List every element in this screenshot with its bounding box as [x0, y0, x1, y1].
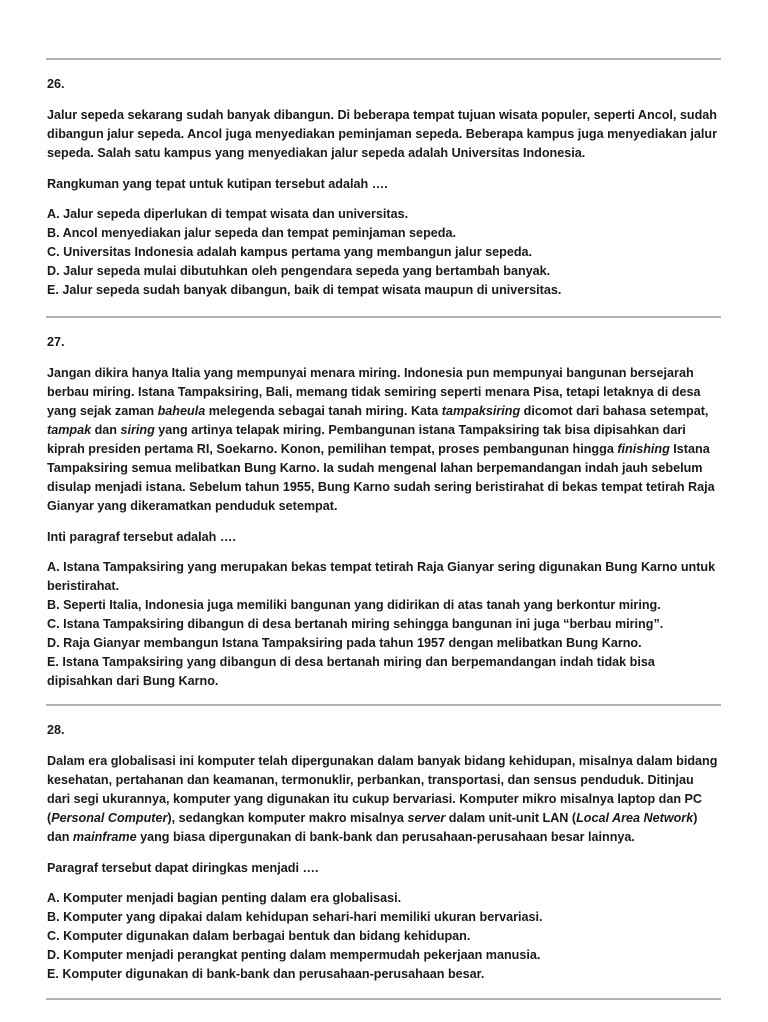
passage-italic-term: tampak: [47, 423, 92, 437]
divider-top: [46, 58, 721, 60]
question-26: [47, 75, 719, 300]
passage-text: dalam unit-unit LAN (: [445, 811, 577, 825]
question-passage: [47, 752, 719, 847]
passage-text: ), sedangkan komputer makro misalnya: [167, 811, 408, 825]
answer-option-e: E. Istana Tampaksiring yang dibangun di desa bertanah miring dan berpemandangan indah tidak bisa dipisahkan dari Bung Karno.: [47, 655, 655, 688]
passage-text: Jalur sepeda sekarang sudah banyak dibangun. Di beberapa tempat tujuan wisata populer, seperti Ancol, sudah dibangun jalur sepeda. Ancol juga menyediakan peminjaman sepeda. Beberapa kampus juga menyediakan jalur sepeda. Salah satu kampus yang menyediakan jalur sepeda adalah Universitas Indonesia.: [47, 108, 718, 160]
divider: [46, 704, 721, 706]
passage-text: melegenda sebagai tanah miring. Kata: [205, 404, 442, 418]
answer-option-e: E. Komputer digunakan di bank-bank dan perusahaan-perusahaan besar.: [47, 967, 485, 981]
question-28: [47, 721, 719, 984]
passage-text: dicomot dari bahasa setempat,: [520, 404, 709, 418]
passage-text: dan: [91, 423, 121, 437]
answer-options: [47, 205, 719, 300]
passage-italic-term: tampaksiring: [441, 404, 521, 418]
passage-italic-term: server: [407, 811, 446, 825]
passage-text: Dalam era globalisasi ini komputer telah dipergunakan dalam banyak bidang kehidupan, misalnya dalam bidang kesehatan, pertahanan dan keamanan, termonuklir, perbankan, transportasi, dan sensus penduduk. Ditinjau dari segi ukurannya, komputer yang digunakan itu cukup bervariasi. Komputer mikro misalnya laptop dan PC (: [47, 754, 718, 825]
passage-italic-term: Local Area Network: [576, 811, 694, 825]
answer-option-c: C. Komputer digunakan dalam berbagai bentuk dan bidang kehidupan.: [47, 929, 471, 943]
question-number: 26.: [47, 77, 65, 91]
question-prompt: Rangkuman yang tepat untuk kutipan tersebut adalah ….: [47, 177, 388, 191]
answer-option-a: A. Istana Tampaksiring yang merupakan bekas tempat tetirah Raja Gianyar sering digunakan Bung Karno untuk beristirahat.: [47, 560, 716, 593]
passage-italic-term: Personal Computer: [51, 811, 168, 825]
passage-italic-term: mainframe: [72, 830, 137, 844]
answer-option-e: E. Jalur sepeda sudah banyak dibangun, baik di tempat wisata maupun di universitas.: [47, 283, 562, 297]
answer-option-b: B. Seperti Italia, Indonesia juga memiliki bangunan yang didirikan di atas tanah yang berkontur miring.: [47, 598, 661, 612]
passage-text: Istana Tampaksiring semua melibatkan Bung Karno. Ia sudah mengenal lahan berpemandangan indah jauh sebelum disulap menjadi istana. Sebelum tahun 1955, Bung Karno sudah sering beristirahat di bekas tempat tetirah Raja Gianyar yang dikeramatkan penduduk setempat.: [47, 442, 715, 513]
passage-italic-term: siring: [120, 423, 155, 437]
question-27: [47, 333, 719, 691]
passage-text: Jangan dikira hanya Italia yang mempunyai menara miring. Indonesia pun mempunyai bangunan bersejarah berbau miring. Istana Tampaksiring, Bali, memang tidak semiring seperti menara Pisa, tetapi letaknya di desa yang sejak zaman: [47, 366, 701, 418]
question-prompt: Paragraf tersebut dapat diringkas menjadi ….: [47, 861, 319, 875]
answer-option-d: D. Jalur sepeda mulai dibutuhkan oleh pengendara sepeda yang bertambah banyak.: [47, 264, 551, 278]
answer-option-c: C. Universitas Indonesia adalah kampus pertama yang membangun jalur sepeda.: [47, 245, 533, 259]
question-passage: [47, 106, 719, 163]
question-passage: [47, 364, 719, 516]
answer-options: [47, 889, 719, 984]
answer-option-d: D. Komputer menjadi perangkat penting dalam mempermudah pekerjaan manusia.: [47, 948, 541, 962]
answer-option-d: D. Raja Gianyar membangun Istana Tampaksiring pada tahun 1957 dengan melibatkan Bung Karno.: [47, 636, 642, 650]
answer-option-a: A. Komputer menjadi bagian penting dalam era globalisasi.: [47, 891, 402, 905]
passage-text: ) dan: [47, 811, 698, 844]
answer-option-a: A. Jalur sepeda diperlukan di tempat wisata dan universitas.: [47, 207, 409, 221]
divider-bottom: [46, 998, 721, 1000]
answer-option-b: B. Komputer yang dipakai dalam kehidupan sehari-hari memiliki ukuran bervariasi.: [47, 910, 543, 924]
question-number: 28.: [47, 723, 65, 737]
passage-text: yang biasa dipergunakan di bank-bank dan perusahaan-perusahaan besar lainnya.: [136, 830, 635, 844]
answer-option-c: C. Istana Tampaksiring dibangun di desa bertanah miring sehingga bangunan ini juga “berbau miring”.: [47, 617, 664, 631]
passage-italic-term: finishing: [617, 442, 670, 456]
passage-text: yang artinya telapak miring. Pembangunan istana Tampaksiring tak bisa dipisahkan dari kiprah presiden pertama RI, Soekarno. Konon, pemilihan tempat, proses pembangunan hingga: [47, 423, 686, 456]
question-prompt: Inti paragraf tersebut adalah ….: [47, 530, 236, 544]
answer-options: [47, 558, 719, 691]
answer-option-b: B. Ancol menyediakan jalur sepeda dan tempat peminjaman sepeda.: [47, 226, 456, 240]
divider: [46, 316, 721, 318]
question-number: 27.: [47, 335, 65, 349]
passage-italic-term: baheula: [157, 404, 206, 418]
